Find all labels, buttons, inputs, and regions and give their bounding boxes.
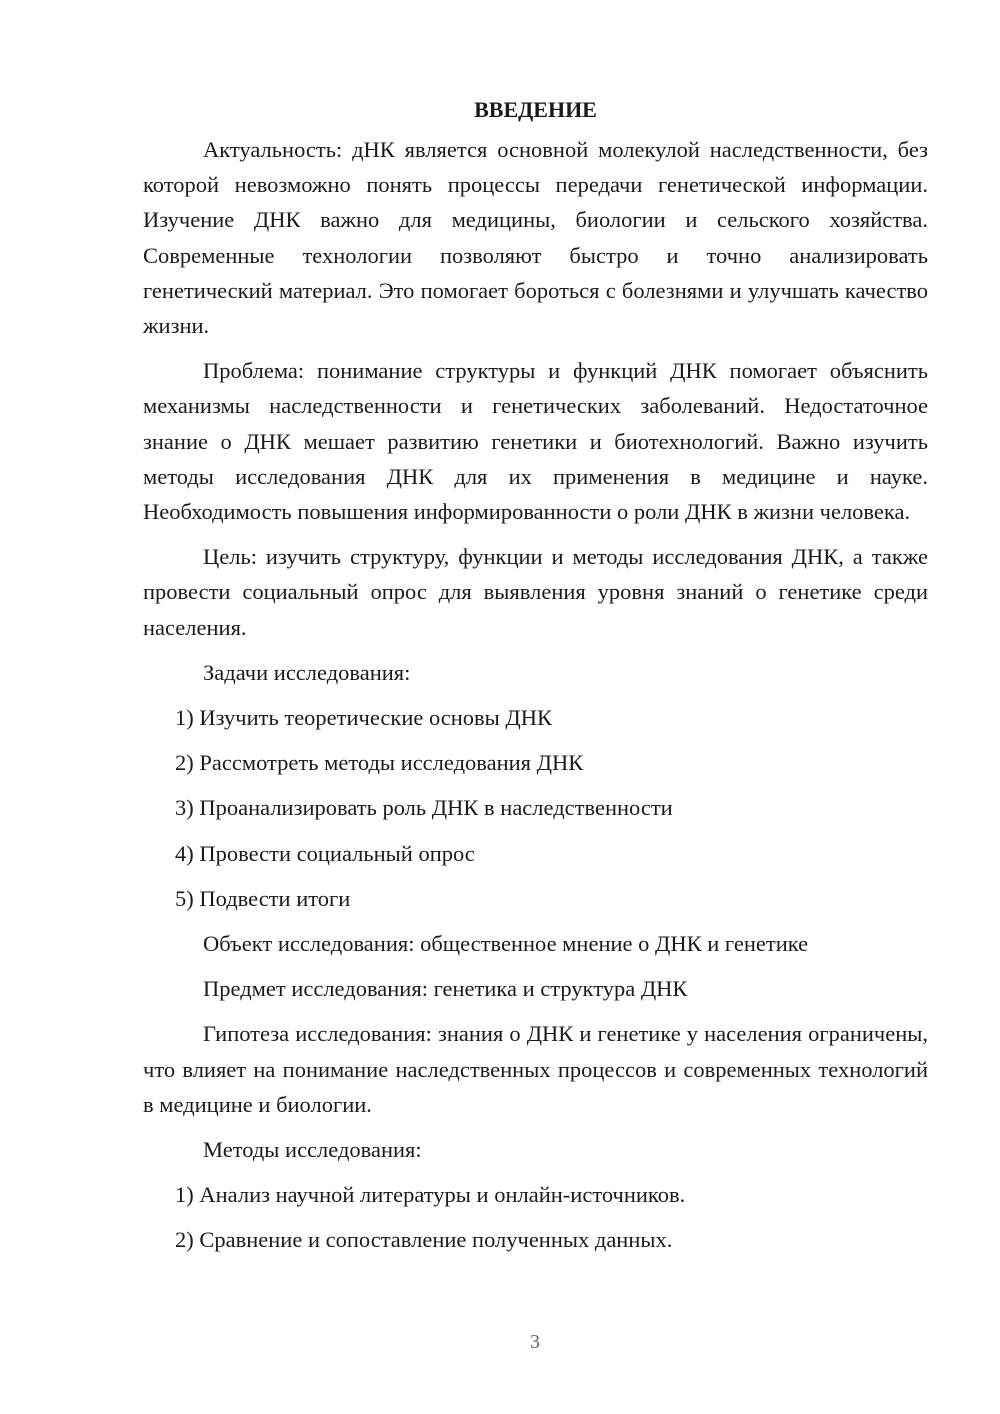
methods-heading: Методы исследования: xyxy=(203,1137,422,1163)
page-content xyxy=(143,92,928,1268)
problem-paragraph: Проблема: понимание структуры и функций ДНК помогает объяснить механизмы наследственности и генетических заболеваний. Недостаточное знание о ДНК мешает развитию генетики и биотехнологий. Важно изучить методы исследования ДНК для их применения в медицине и науке. Необходимость повышения информированности о роли ДНК в жизни человека. xyxy=(143,358,928,525)
method-item: 1) Анализ научной литературы и онлайн-источников. xyxy=(175,1182,686,1208)
page-number: 3 xyxy=(530,1331,540,1353)
research-subject: Предмет исследования: генетика и структура ДНК xyxy=(203,976,688,1002)
task-item: 2) Рассмотреть методы исследования ДНК xyxy=(175,750,584,776)
task-item: 4) Провести социальный опрос xyxy=(175,840,475,866)
goal-paragraph: Цель: изучить структуру, функции и методы исследования ДНК, а также провести социальный опрос для выявления уровня знаний о генетике среди населения. xyxy=(143,544,928,640)
task-item: 5) Подвести итоги xyxy=(175,885,351,911)
method-item: 2) Сравнение и сопоставление полученных данных. xyxy=(175,1227,673,1253)
task-item: 3) Проанализировать роль ДНК в наследственности xyxy=(175,795,673,821)
research-object: Объект исследования: общественное мнение о ДНК и генетике xyxy=(203,931,809,957)
hypothesis-paragraph: Гипотеза исследования: знания о ДНК и генетике у населения ограничены, что влияет на понимание наследственных процессов и современных технологий в медицине и биологии. xyxy=(143,1021,928,1117)
tasks-heading: Задачи исследования: xyxy=(203,659,411,685)
page-title: ВВЕДЕНИЕ xyxy=(474,97,597,122)
task-item: 1) Изучить теоретические основы ДНК xyxy=(175,705,553,731)
relevance-paragraph: Актуальность: дНК является основной молекулой наследственности, без которой невозможно понять процессы передачи генетической информации. Изучение ДНК важно для медицины, биологии и сельского хозяйства. Современные технологии позволяют быстро и точно анализировать генетический материал. Это помогает бороться с болезнями и улучшать качество жизни. xyxy=(143,137,928,339)
